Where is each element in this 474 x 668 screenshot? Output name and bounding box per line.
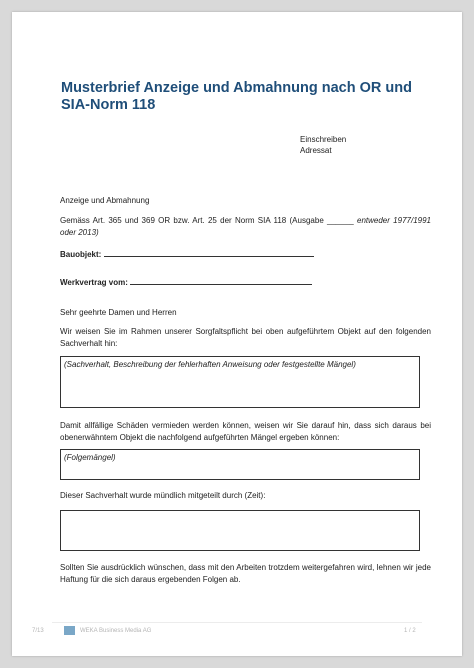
footer-page-code: 7/13	[32, 628, 44, 634]
oral-notice-input-box[interactable]	[60, 510, 420, 551]
address-block	[300, 134, 346, 156]
footer-publisher: WEKA Business Media AG	[80, 628, 152, 634]
footer-divider	[52, 622, 422, 623]
legal-reference-note: entweder 1977/1991 oder 2013)	[60, 216, 431, 237]
bauobjekt-row	[60, 248, 431, 261]
facts-input-box[interactable]	[60, 356, 420, 408]
consequences-input-box[interactable]	[60, 449, 420, 480]
facts-placeholder: (Sachverhalt, Beschreibung der fehlerhaften Anweisung oder festgestellte Mängel)	[64, 360, 356, 369]
salutation: Sehr geehrte Damen und Herren	[60, 308, 177, 317]
document-page	[12, 12, 462, 656]
document-title: Musterbrief Anzeige und Abmahnung nach OR und SIA-Norm 118	[61, 80, 412, 113]
address-line-recipient: Adressat	[300, 146, 332, 155]
footer-page-number: 1 / 2	[404, 628, 416, 634]
paragraph-facts: Wir weisen Sie im Rahmen unserer Sorgfaltspflicht bei oben aufgeführtem Objekt auf den folgenden Sachverhalt hin:	[60, 327, 431, 348]
legal-reference-text: Gemäss Art. 365 und 369 OR bzw. Art. 25 der Norm SIA 118 (Ausgabe ______	[60, 216, 354, 225]
paragraph-consequences: Damit allfällige Schäden vermieden werden können, weisen wir Sie darauf hin, dass sich daraus bei obenerwähntem Objekt die nachfolgend aufgeführten Mängel ergeben können:	[60, 421, 431, 442]
consequences-placeholder: (Folgemängel)	[64, 453, 116, 462]
subject-line: Anzeige und Abmahnung	[60, 196, 150, 205]
werkvertrag-label: Werkvertrag vom:	[60, 278, 128, 287]
publisher-logo-icon	[64, 626, 75, 635]
paragraph-oral-notice: Dieser Sachverhalt wurde mündlich mitgeteilt durch (Zeit):	[60, 491, 266, 500]
paragraph-liability: Sollten Sie ausdrücklich wünschen, dass mit den Arbeiten trotzdem weitergefahren wird, lehnen wir jede Haftung für die sich daraus ergebenden Folgen ab.	[60, 563, 431, 584]
bauobjekt-label: Bauobjekt:	[60, 250, 102, 259]
bauobjekt-blank[interactable]	[104, 248, 314, 257]
werkvertrag-row	[60, 276, 431, 289]
legal-reference	[60, 215, 431, 239]
address-line-registered: Einschreiben	[300, 135, 347, 144]
werkvertrag-blank[interactable]	[130, 276, 312, 285]
